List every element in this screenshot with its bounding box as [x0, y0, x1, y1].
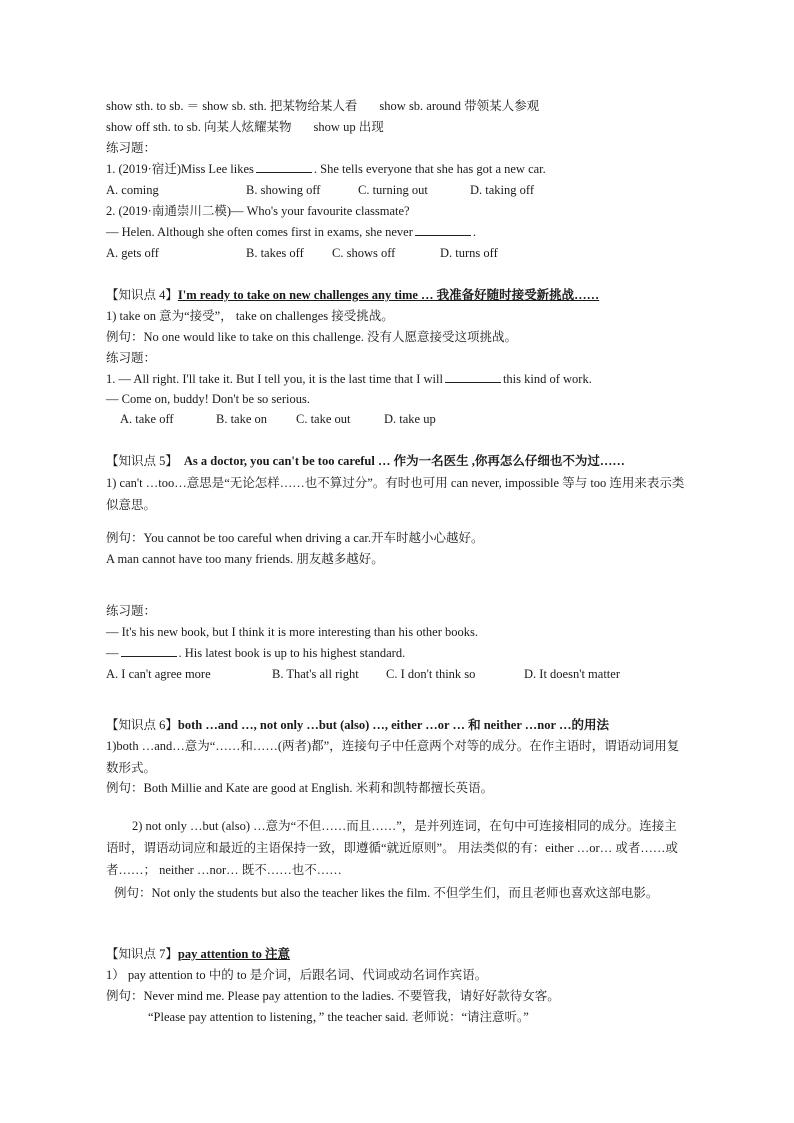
kp6-example-2: 例句：Not only the students but also the teacher likes the film. 不但学生们，而且老师也喜欢这部电影。: [114, 886, 659, 900]
knowledge-point-5-heading: 【知识点 5】 As a doctor, you can't be too careful … 作为一名医生 ,你再怎么仔细也不为过……: [106, 454, 625, 468]
exercise-label: 练习题：: [106, 351, 157, 365]
kp5-example-2: A man cannot have too many friends. 朋友越多越好。: [106, 552, 384, 566]
kp6-paragraph-1: 1)both …and…意为“……和……(两者)都”，连接句子中任意两个对等的成分。在作主语时，谓语动词用复数形式。: [106, 739, 680, 775]
exercise-label: 练习题：: [106, 604, 157, 618]
kp5-example-1: 例句：You cannot be too careful when driving a car.开车时越小心越好。: [106, 531, 484, 545]
kp6-paragraph-2: 2) not only …but (also) …意为“不但……而且……”，是并列连词，在句中可连接相同的成分。连接主语时，谓语动词应和最近的主语保持一致，即遵循“就近原则”。 用法类似的有：either …or… 或者……或者……； neither …nor… 既不……也不……: [106, 819, 678, 877]
kp7-example-1: 例句：Never mind me. Please pay attention to the ladies. 不要管我，请好好款待女客。: [106, 989, 560, 1003]
kp4-example: 例句：No one would like to take on this challenge. 没有人愿意接受这项挑战。: [106, 330, 518, 344]
kp4-question-1-reply: — Come on, buddy! Don't be so serious.: [106, 392, 310, 406]
kp5-paragraph-1: 1) can't …too…意思是“无论怎样……也不算过分”。有时也可用 can never, impossible 等与 too 连用来表示类似意思。: [106, 476, 685, 512]
answer-blank[interactable]: [415, 224, 471, 236]
answer-blank[interactable]: [445, 371, 501, 383]
kp5-question-1-reply: — . His latest book is up to his highest standard.: [106, 646, 406, 660]
exercise-label: 练习题：: [106, 141, 157, 155]
kp7-example-2: “Please pay attention to listening，” the teacher said. 老师说：“请注意听。”: [148, 1010, 529, 1024]
answer-blank[interactable]: [121, 645, 177, 657]
knowledge-point-4-heading: 【知识点 4】I'm ready to take on new challenges any time … 我准备好随时接受新挑战……: [106, 288, 600, 302]
knowledge-point-7-heading: 【知识点 7】pay attention to 注意: [106, 947, 291, 961]
kp6-example-1: 例句：Both Millie and Kate are good at English. 米莉和凯特都擅长英语。: [106, 781, 494, 795]
kp4-line-1: 1) take on 意为“接受”， take on challenges 接受挑战。: [106, 309, 394, 323]
show-line-2: show off sth. to sb. 向某人炫耀某物 show up 出现: [106, 120, 384, 134]
kp7-line-1: 1） pay attention to 中的 to 是介词，后跟名词、代词或动名词作宾语。: [106, 968, 488, 982]
kp5-question-1: — It's his new book, but I think it is more interesting than his other books.: [106, 625, 479, 639]
knowledge-point-6-heading: 【知识点 6】both …and …, not only …but (also) …, either …or … 和 neither …nor …的用法: [106, 718, 609, 732]
show-line-1: show sth. to sb. ＝ show sb. sth. 把某物给某人看 show sb. around 带领某人参观: [106, 99, 540, 113]
question-2-answer-line: — Helen. Although she often comes first in exams, she never .: [106, 225, 476, 239]
question-2: 2. (2019·南通崇川二模)— Who's your favourite classmate?: [106, 204, 410, 218]
kp4-question-1: 1. — All right. I'll take it. But I tell you, it is the last time that I will this kind of work.: [106, 372, 592, 386]
question-1: 1. (2019·宿迁)Miss Lee likes . She tells everyone that she has got a new car.: [106, 162, 546, 176]
document-page: show sth. to sb. ＝ show sb. sth. 把某物给某人看 show sb. around 带领某人参观 show off sth. to sb. 向某人炫耀某物 show up 出现 练习题： 1. (2019·宿迁)Miss Lee likes . She tells everyone that she has got a new car. A. coming B. showing off C. turning out D. taking off 2. (2019·南通崇川二模)— Who's your favourite classmate? — Helen. Although she often comes first in exams, she never . A. gets off B. takes off C. shows off D. turns off 【知识点 4】I'm ready to take on new challenges any time … 我准备好随时接受新挑战…… 1) take on 意为“接受”， take on challenges 接受挑战。 例句：No one would like to take on this challenge. 没有人愿意接受这项挑战。 练习题： 1. — All right. I'll take it. But I tell you, it is the last time that I will this kind of work. — Come on, buddy! Don't be so serious. A. take off B. take on C. take out D. take up 【知识点 5】 As a doctor, you can't be too careful … 作为一名医生 ,你再怎么仔细也不为过…… 1) can't …too…意思是“无论怎样……也不算过分”。有时也可用 can never, impossible 等与 too 连用来表示类似意思。 例句：You cannot be too careful when driving a car.开车时越小心越好。 A man cannot have too many friends. 朋友越多越好。 练习题： — It's his new book, but I think it is more interesting than his other books. — . His latest book is up to his highest standard. A. I can't agree more B. That's all right C. I don't think so D. It doesn't matter 【知识点 6】both …and …, not only …but (also) …, either …or … 和 neither …nor …的用法 1)both …and…意为“……和……(两者)都”，连接句子中任意两个对等的成分。在作主语时，谓语动词用复数形式。 例句：Both Millie and Kate are good at English. 米莉和凯特都擅长英语。 2) not only …but (also) …意为“不但……而且……”，是并列连词，在句中可连接相同的成分。连接主语时，谓语动词应和最近的主语保持一致，即遵循“就近原则”。 用法类似的有：either …or… 或者……或者……； neither …nor… 既不……也不…… 例句：Not only the students but also the teacher likes the film. 不但学生们，而且老师也喜欢这部电影。 【知识点 7】pay attention to 注意 1） pay attention to 中的 to 是介词，后跟名词、代词或动名词作宾语。 例句：Never mind me. Please pay attention to the ladies. 不要管我，请好好款待女客。 “Please pay attention to listening，” the teacher said. 老师说：“请注意听。”: [0, 0, 794, 1123]
answer-blank[interactable]: [256, 161, 312, 173]
